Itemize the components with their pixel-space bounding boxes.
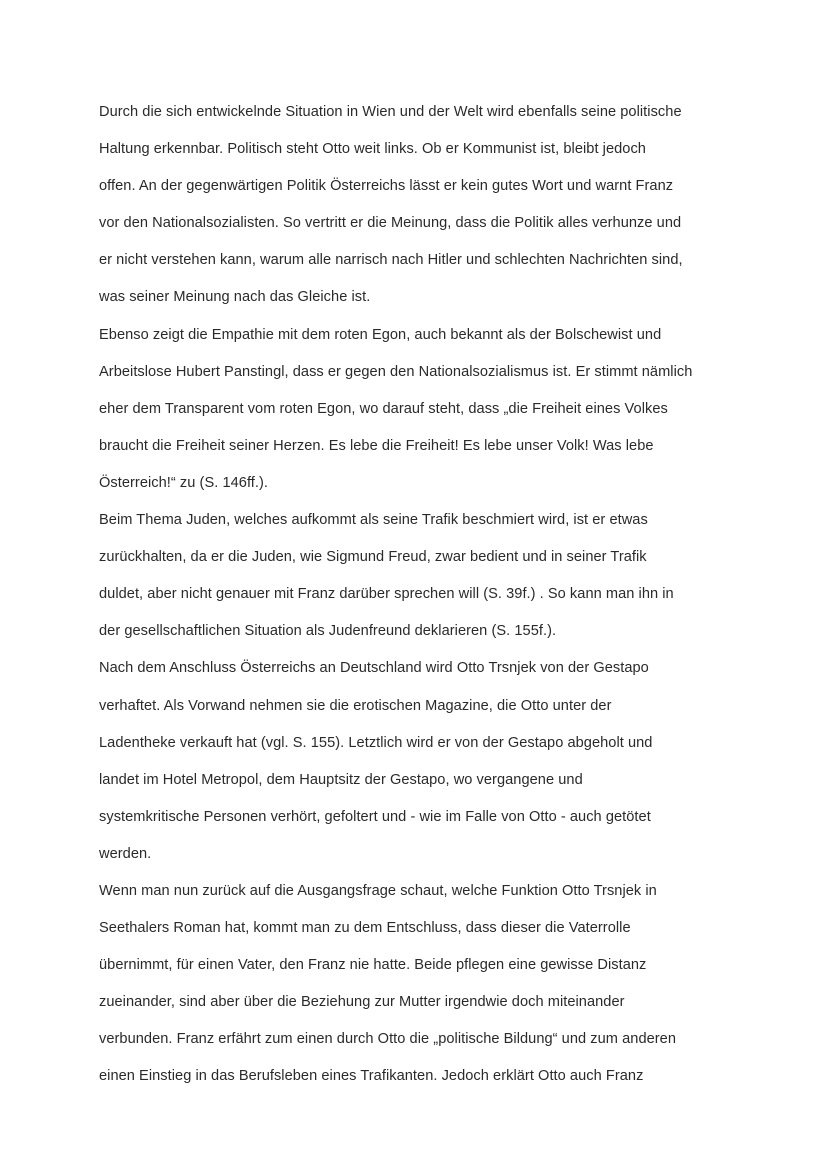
text-line: werden.: [99, 845, 152, 862]
text-line: verbunden. Franz erfährt zum einen durch Otto die „politische Bildung“ und zum anderen: [99, 1031, 677, 1048]
text-line: er nicht verstehen kann, warum alle narrisch nach Hitler und schlechten Nachrichten sind,: [99, 252, 683, 269]
text-line: Ladentheke verkauft hat (vgl. S. 155). Letztlich wird er von der Gestapo abgeholt und: [99, 734, 653, 751]
text-line: Arbeitslose Hubert Panstingl, dass er gegen den Nationalsozialismus ist. Er stimmt nämlich: [99, 363, 693, 380]
text-line: einen Einstieg in das Berufsleben eines Trafikanten. Jedoch erklärt Otto auch Franz: [99, 1068, 644, 1085]
document-body-text: [99, 94, 739, 1096]
text-line: vor den Nationalsozialisten. So vertritt er die Meinung, dass die Politik alles verhunze und: [99, 215, 682, 232]
text-line: übernimmt, für einen Vater, den Franz nie hatte. Beide pflegen eine gewisse Distanz: [99, 957, 647, 974]
text-line: landet im Hotel Metropol, dem Hauptsitz der Gestapo, wo vergangene und: [99, 771, 583, 788]
text-line: offen. An der gegenwärtigen Politik Österreichs lässt er kein gutes Wort und warnt Franz: [99, 178, 674, 195]
text-line: Beim Thema Juden, welches aufkommt als seine Trafik beschmiert wird, ist er etwas: [99, 512, 648, 529]
text-line: Österreich!“ zu (S. 146ff.).: [99, 474, 269, 491]
text-line: Wenn man nun zurück auf die Ausgangsfrage schaut, welche Funktion Otto Trsnjek in: [99, 882, 657, 899]
text-line: eher dem Transparent vom roten Egon, wo darauf steht, dass „die Freiheit eines Volkes: [99, 400, 668, 417]
text-line: braucht die Freiheit seiner Herzen. Es lebe die Freiheit! Es lebe unser Volk! Was lebe: [99, 437, 654, 454]
text-line: duldet, aber nicht genauer mit Franz darüber sprechen will (S. 39f.) . So kann man ihn in: [99, 586, 674, 603]
text-line: was seiner Meinung nach das Gleiche ist.: [99, 289, 371, 306]
text-line: zurückhalten, da er die Juden, wie Sigmund Freud, zwar bedient und in seiner Trafik: [99, 549, 647, 566]
text-line: verhaftet. Als Vorwand nehmen sie die erotischen Magazine, die Otto unter der: [99, 697, 612, 714]
text-line: zueinander, sind aber über die Beziehung zur Mutter irgendwie doch miteinander: [99, 994, 625, 1011]
text-line: Nach dem Anschluss Österreichs an Deutschland wird Otto Trsnjek von der Gestapo: [99, 660, 649, 677]
text-line: systemkritische Personen verhört, gefoltert und - wie im Falle von Otto - auch getötet: [99, 808, 651, 825]
text-line: Seethalers Roman hat, kommt man zu dem Entschluss, dass dieser die Vaterrolle: [99, 920, 631, 937]
text-line: Haltung erkennbar. Politisch steht Otto weit links. Ob er Kommunist ist, bleibt jedoch: [99, 141, 646, 158]
text-line: Ebenso zeigt die Empathie mit dem roten Egon, auch bekannt als der Bolschewist und: [99, 326, 662, 343]
text-line: der gesellschaftlichen Situation als Judenfreund deklarieren (S. 155f.).: [99, 623, 557, 640]
text-line: Durch die sich entwickelnde Situation in Wien und der Welt wird ebenfalls seine politische: [99, 104, 682, 120]
